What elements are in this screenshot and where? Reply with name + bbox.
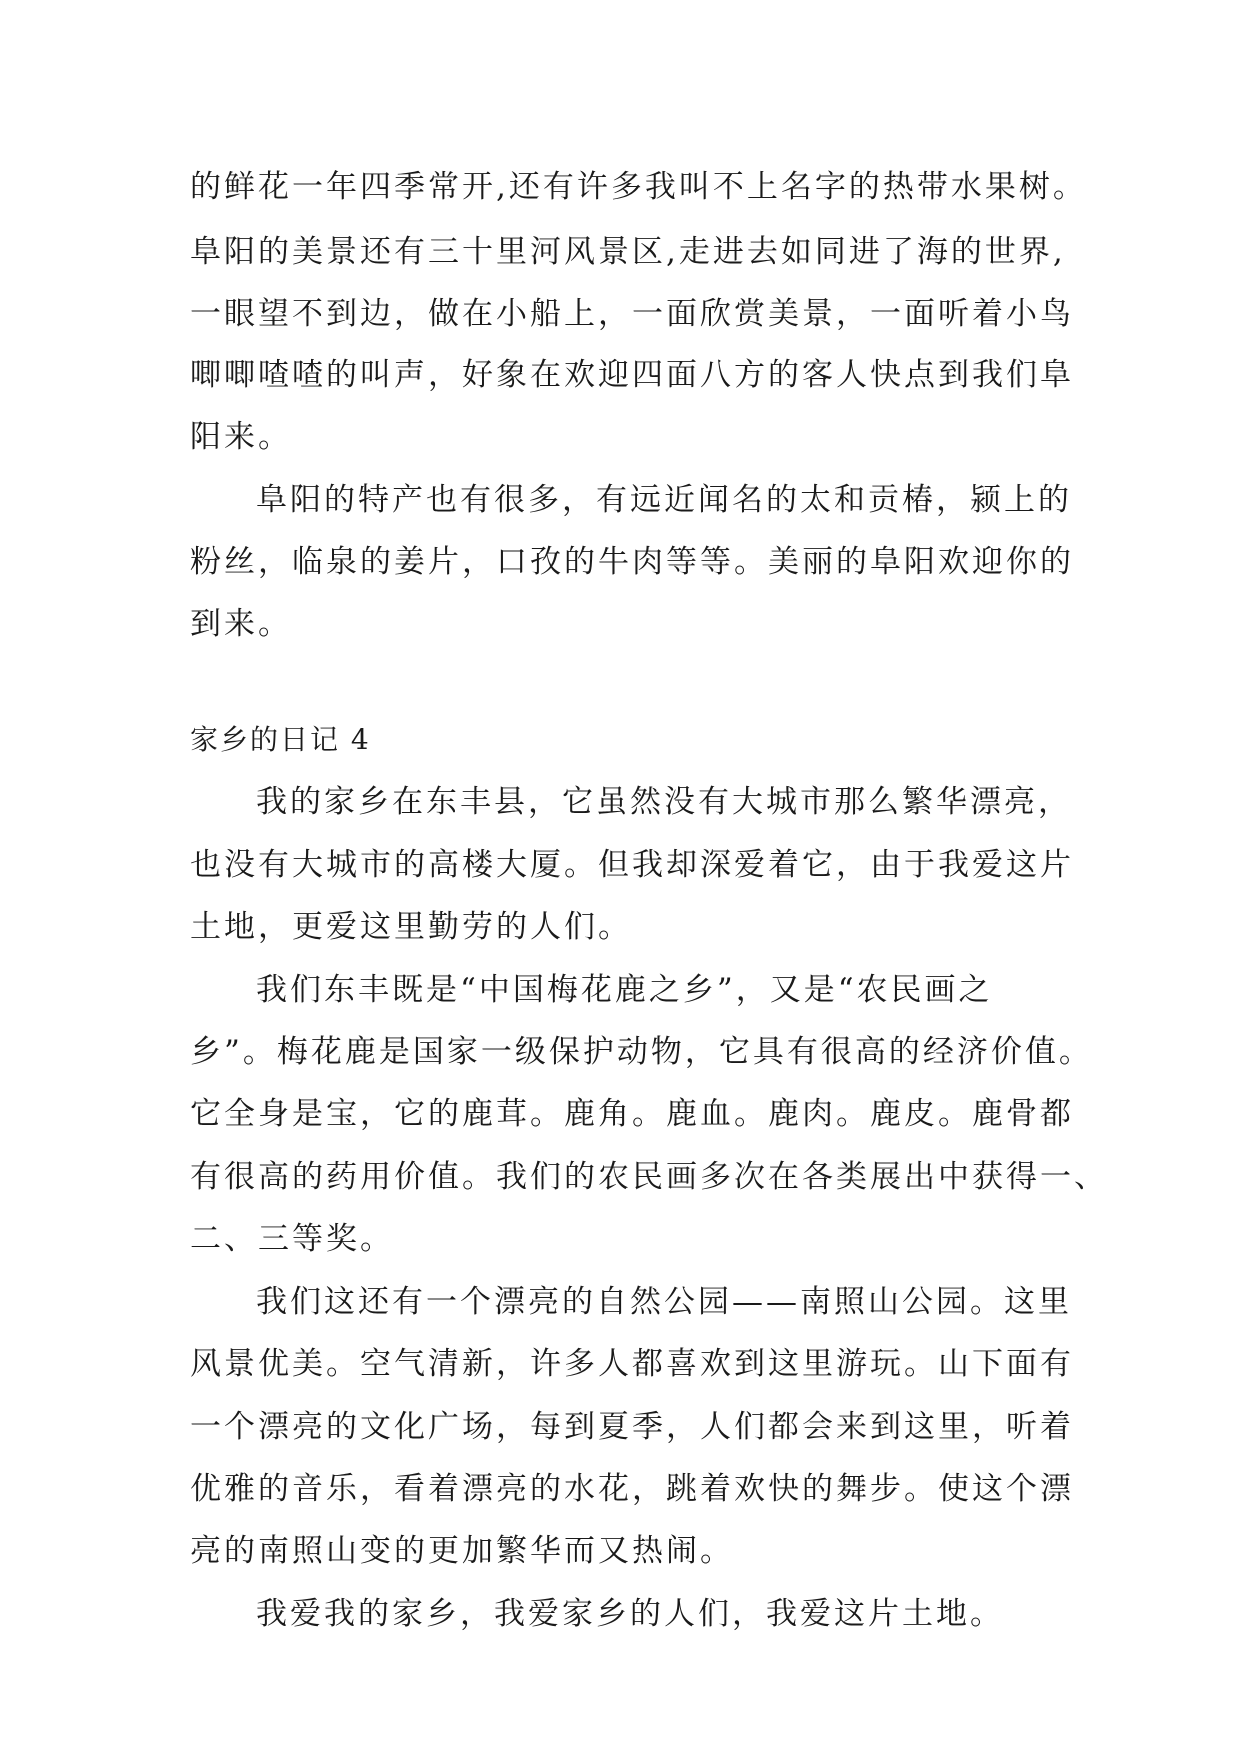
text-line: 二、三等奖。 — [190, 1221, 394, 1257]
text-line: 也没有大城市的高楼大厦。但我却深爱着它，由于我爱这片 — [190, 847, 1074, 883]
text-line: 我们东丰既是“中国梅花鹿之乡”，又是“农民画之 — [256, 972, 993, 1008]
text-line: 一眼望不到边，做在小船上，一面欣赏美景，一面听着小鸟 — [190, 296, 1074, 332]
text-line: 亮的南照山变的更加繁华而又热闹。 — [190, 1533, 734, 1569]
text-line: 粉丝，临泉的姜片，口孜的牛肉等等。美丽的阜阳欢迎你的 — [190, 544, 1074, 580]
text-line: 阜阳的美景还有三十里河风景区,走进去如同进了海的世界, — [190, 234, 1066, 270]
text-line: 土地，更爱这里勤劳的人们。 — [190, 909, 632, 945]
text-line: 优雅的音乐，看着漂亮的水花，跳着欢快的舞步。使这个漂 — [190, 1471, 1074, 1507]
text-line: 唧唧喳喳的叫声，好象在欢迎四面八方的客人快点到我们阜 — [190, 357, 1074, 393]
section-heading: 家乡的日记 4 — [190, 723, 371, 756]
text-line: 阜阳的特产也有很多，有远近闻名的太和贡椿，颍上的 — [256, 482, 1072, 518]
text-line: 它全身是宝，它的鹿茸。鹿角。鹿血。鹿肉。鹿皮。鹿骨都 — [190, 1096, 1074, 1132]
text-line: 一个漂亮的文化广场，每到夏季，人们都会来到这里，听着 — [190, 1409, 1074, 1445]
text-line: 我的家乡在东丰县，它虽然没有大城市那么繁华漂亮， — [256, 784, 1072, 820]
text-line: 我们这还有一个漂亮的自然公园——南照山公园。这里 — [256, 1284, 1072, 1320]
text-line: 乡”。梅花鹿是国家一级保护动物，它具有很高的经济价值。 — [190, 1034, 1093, 1070]
text-line: 到来。 — [190, 606, 292, 642]
text-line: 我爱我的家乡，我爱家乡的人们，我爱这片土地。 — [256, 1596, 1004, 1632]
text-line: 风景优美。空气清新，许多人都喜欢到这里游玩。山下面有 — [190, 1346, 1074, 1382]
text-line: 的鲜花一年四季常开,还有许多我叫不上名字的热带水果树。 — [190, 169, 1087, 205]
text-line: 有很高的药用价值。我们的农民画多次在各类展出中获得一、 — [190, 1159, 1108, 1195]
text-line: 阳来。 — [190, 419, 292, 455]
